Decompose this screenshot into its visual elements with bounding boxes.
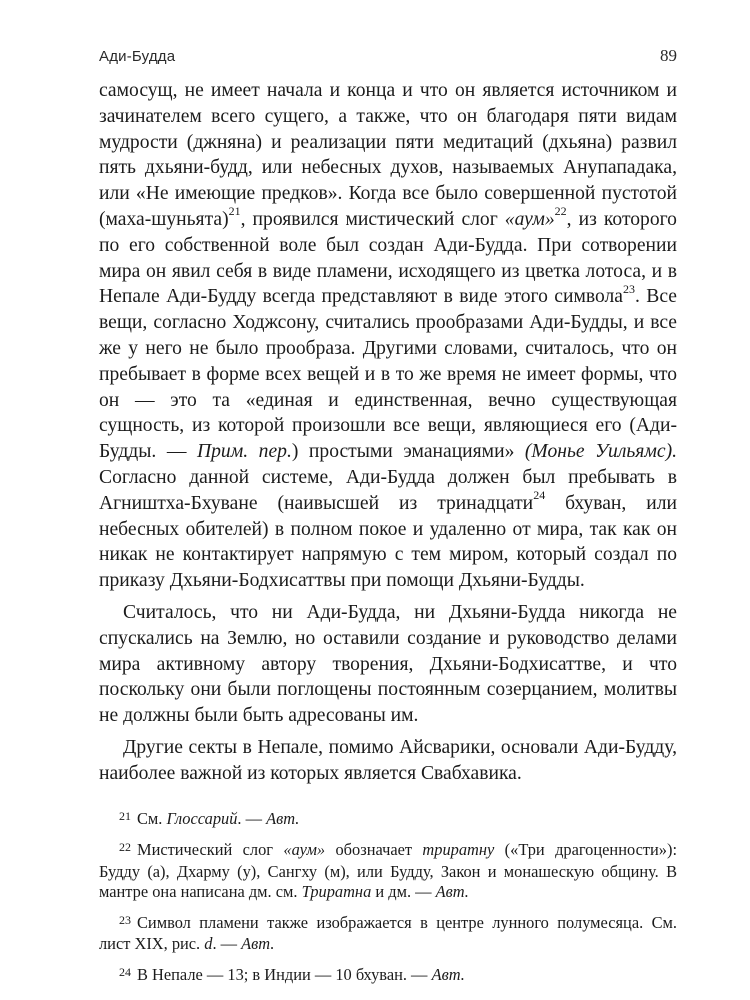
text-segment: Согласно данной системе, Ади-Будда должен был пребывать в Агништха-Бхуване (наивысшей из тринадцати [99, 466, 677, 514]
footnote-number: 22 [119, 840, 131, 855]
page-number: 89 [660, 46, 677, 65]
footnote-italic: Глоссарий [166, 808, 238, 828]
footnote-text: . — [212, 934, 242, 954]
footnote-text: и дм. — [371, 882, 436, 902]
footnote-italic: триратну [422, 840, 495, 860]
footnote-number: 24 [119, 964, 131, 979]
footnote-text: См. [137, 808, 167, 828]
footnote-ref-23[interactable]: 23 [623, 281, 635, 296]
footnote-italic: d [204, 934, 213, 954]
text-segment: бхуван, или небесных обителей) в полном покое и удаленно от мира, так как он никак не контактирует напрямую с тем миром, который создал по приказу Дхьяни-Бодхисаттвы при помощи Дхьяни-Будды. [99, 492, 677, 592]
running-head [99, 42, 677, 70]
footnote-author: Авт. [431, 964, 465, 984]
footnote-italic: Триратна [301, 882, 372, 902]
paragraph-1 [99, 78, 677, 594]
footnotes [99, 809, 677, 987]
footnote-ref-24[interactable]: 24 [533, 488, 546, 503]
paragraph-2: Считалось, что ни Ади-Будда, ни Дхьяни-Будда никогда не спускались на Землю, но оставили создание и руководство делами мира активному автору творения, Дхьяни-Бодхисаттве, и что поскольку они были поглощены постоянным созерцанием, молитвы не должны были быть адресованы им. [99, 601, 677, 727]
text-segment: , из которого по его собственной воле был создан Ади-Будда. При сотворении мира он явил себя в виде пламени, исходящего из цветка лотоса, и в Непале Ади-Будду всегда представляют в виде этого символа [99, 208, 677, 308]
paragraph-3: Другие секты в Непале, помимо Айсварики, основали Ади-Будду, наиболее важной из которых является Свабхавика. [99, 736, 677, 784]
footnote-text: («Три драгоценности»): Будду (а), Дхарму (у), Сангху (м), или Будду, Закон и монашескую общину. В мантре она написана дм. см. [99, 840, 677, 902]
footnote-ref-22[interactable]: 22 [554, 204, 567, 219]
text-segment: . Все вещи, согласно Ходжсону, считались прообразами Ади-Будды, и все же у него не было прообраза. Другими словами, считалось, что он пребывает в форме всех вещей и в то же время не имеет формы, что он — это та «единая и единственная, вечно существующая сущность, из которой произошли все вещи, являющиеся его (Ади-Будды. — [99, 286, 678, 463]
running-title: Ади-Будда [99, 48, 176, 65]
footnote-text: В Непале — 13; в Индии — 10 бхуван. — [137, 964, 432, 984]
footnote-ref-21[interactable]: 21 [228, 204, 241, 219]
footnote-italic: «аум» [283, 840, 326, 860]
footnote-author: Авт. [435, 882, 469, 902]
footnote-text: Символ пламени также изображается в центре лунного полумесяца. См. лист XIX, рис. [99, 912, 677, 954]
footnote-22 [99, 840, 677, 903]
footnote-text: . — [237, 808, 267, 828]
text-segment: ) простыми эманациями» [291, 441, 525, 463]
citation-monier: (Монье Уильямс). [524, 441, 678, 463]
footnote-author: Авт. [241, 934, 275, 954]
footnote-number: 21 [119, 808, 131, 823]
text-segment: самосущ, не имеет начала и конца и что он является источником и зачинателем всего сущего, а также, что он благодаря пяти видам мудрости (джняна) и реализации пяти медитаций (дхьяна) развил пять дхьяни-будд, или небесных духов, называемых Анупападака, или «Не имеющие предков». Когда все было совершенной пустотой (маха-шуньята) [99, 80, 677, 230]
text-segment: , проявился мистический слог [240, 208, 505, 230]
translator-note: Прим. пер. [196, 441, 292, 463]
footnote-number: 23 [119, 912, 131, 927]
footnote-21 [99, 809, 677, 831]
term-aum: «аум» [504, 208, 555, 230]
footnote-text: Мистический слог [137, 840, 284, 860]
footnote-23 [99, 913, 677, 955]
book-page [99, 42, 677, 996]
footnote-24 [99, 965, 677, 987]
footnote-text: обозначает [325, 840, 423, 860]
footnote-author: Авт. [266, 808, 300, 828]
main-text [99, 78, 677, 787]
